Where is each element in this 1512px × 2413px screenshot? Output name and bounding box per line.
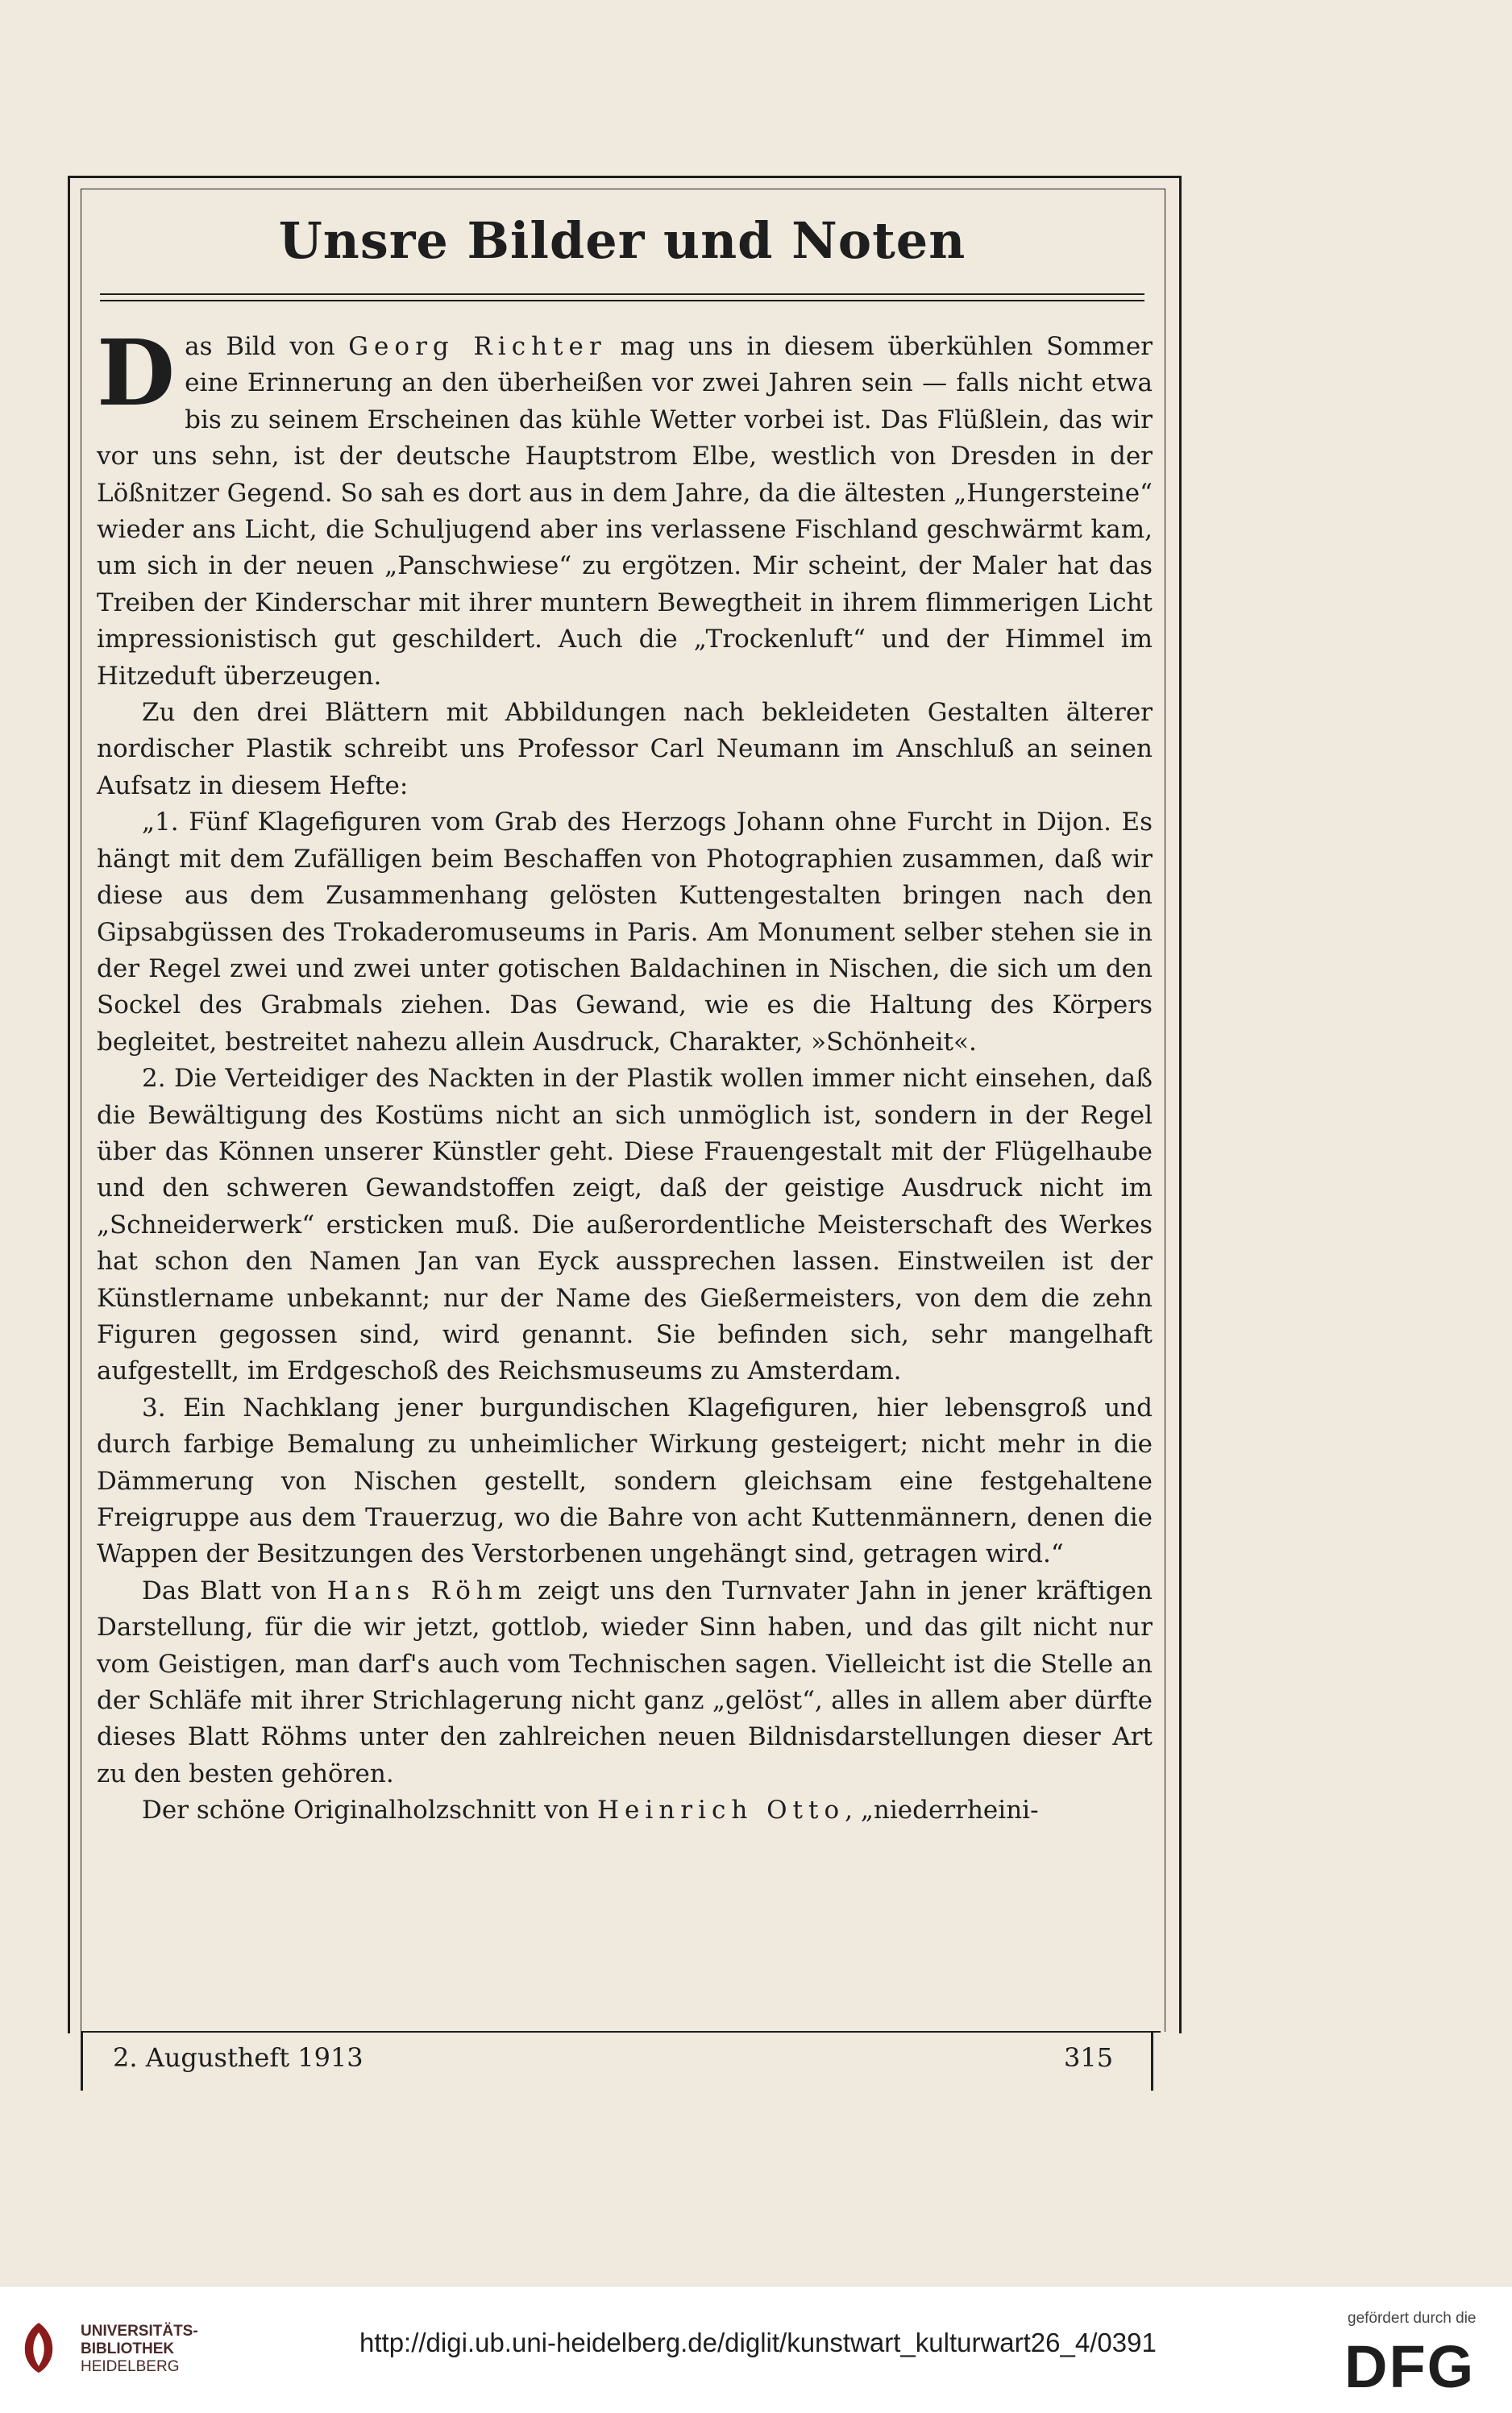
paragraph-1: Das Bild von Georg Richter mag uns in diesem überkühlen Sommer eine Erinnerung an den überheißen vor zwei Jahren sein — falls nicht etwa bis zu seinem Erscheinen das kühle Wetter vorbei ist. Das Flüßlein, das wir vor uns sehn, ist der deutsche Hauptstrom Elbe, westlich von Dresden in der Lößnitzer Gegend. So sah es dort aus in dem Jahre, da die ältesten „Hungersteine“ wieder ans Licht, die Schuljugend aber ins verlassene Fischland geschwärmt kam, um sich in der neuen „Panschwiese“ zu ergötzen. Mir scheint, der Maler hat das Treiben der Kinderschar mit ihrer muntern Bewegtheit in ihrem flimmerigen Licht impressionistisch gut geschildert. Auch die „Trockenluft“ und der Himmel im Hitzeduft überzeugen. [97, 321, 1153, 691]
paragraph-3: „1. Fünf Klagefiguren vom Grab des Herzogs Johann ohne Furcht in Dijon. Es hängt mit dem Zufälligen beim Beschaffen von Photographien zusammen, daß wir diese aus dem Zusammenhang gelösten Kuttengestalten bringen nach den Gipsabgüssen des Trokaderomuseums in Paris. Am Monument selber stehen sie in der Regel zwei und zwei unter gotischen Baldachinen in Nischen, die sich um den Sockel des Grabmals ziehen. Das Gewand, wie es die Haltung des Körpers begleitet, bestreitet nahezu allein Ausdruck, Charakter, »Schönheit«. [97, 808, 1153, 1057]
university-seal-icon [16, 2320, 61, 2376]
issue-label: 2. Augustheft 1913 [113, 2042, 363, 2073]
footer-left-bar [81, 2031, 83, 2091]
page-number: 315 [1064, 2042, 1114, 2073]
paragraph-5: 3. Ein Nachklang jener burgundischen Klagefiguren, hier lebensgroß und durch farbige Bemalung zu unheimlicher Wirkung gesteigert; nicht mehr in die Dämmerung von Nischen gestellt, sondern gleichsam eine festgehaltene Freigruppe aus dem Trauerzug, wo die Bahre von acht Kuttenmännern, denen die Wappen der Besitzungen des Verstorbenen ungehängt sind, getragen wird.“ [97, 1393, 1153, 1569]
article-body [97, 321, 1153, 1829]
paragraph-4: 2. Die Verteidiger des Nackten in der Plastik wollen immer nicht einsehen, daß die Bewältigung des Kostüms nicht an sich unmöglich ist, sondern in der Regel über das Können unserer Künstler geht. Diese Frauengestalt mit der Flügelhaube und den schweren Gewandstoffen zeigt, daß der geistige Ausdruck nicht im „Schneiderwerk“ ersticken muß. Die außerordentliche Meisterschaft des Werkes hat schon den Namen Jan van Eyck aussprechen lassen. Einstweilen ist der Künstlername unbekannt; nur der Name des Gießermeisters, von dem die zehn Figuren gegossen sind, wird genannt. Sie befinden sich, sehr mangelhaft aufgestellt, im Erdgeschoß des Reichsmuseums zu Amsterdam. [97, 1064, 1153, 1386]
title-rule-bottom [100, 300, 1144, 301]
footer-right-bar [1151, 2031, 1153, 2091]
drop-cap: D [97, 321, 176, 426]
artist-name: Georg Richter [348, 332, 607, 361]
title-rule-top [100, 293, 1144, 295]
paragraph-2: Zu den drei Blättern mit Abbildungen nach bekleideten Gestalten älterer nordischer Plastik schreibt uns Professor Carl Neumann im Anschluß an seinen Aufsatz in diesem Hefte: [97, 698, 1153, 800]
funding-label: gefördert durch die [1348, 2310, 1477, 2327]
dfg-logo[interactable]: DFG [1344, 2333, 1476, 2400]
page-title: Unsre Bilder und Noten [278, 211, 966, 270]
artist-name: Heinrich Otto [596, 1796, 845, 1825]
university-name[interactable]: UNIVERSITÄTS- BIBLIOTHEK HEIDELBERG [81, 2323, 198, 2375]
document-url-link[interactable]: http://digi.ub.uni-heidelberg.de/diglit/kunstwart_kulturwart26_4/0391 [359, 2328, 1157, 2357]
artist-name: Hans Röhm [326, 1576, 528, 1605]
paragraph-7: Der schöne Originalholzschnitt von Heinrich Otto, „niederrheini- [142, 1796, 1039, 1825]
paragraph-6: Das Blatt von Hans Röhm zeigt uns den Turnvater Jahn in jener kräftigen Darstellung, für die wir jetzt, gottlob, wieder Sinn haben, und das gilt nicht nur vom Geistigen, man darf's auch vom Technischen sagen. Vielleicht ist die Stelle an der Schläfe mit ihrer Strichlagerung nicht ganz „gelöst“, alles in allem aber dürfte dieses Blatt Röhms unter den zahlreichen neuen Bildnisdarstellungen dieser Art zu den besten gehören. [97, 1576, 1153, 1788]
